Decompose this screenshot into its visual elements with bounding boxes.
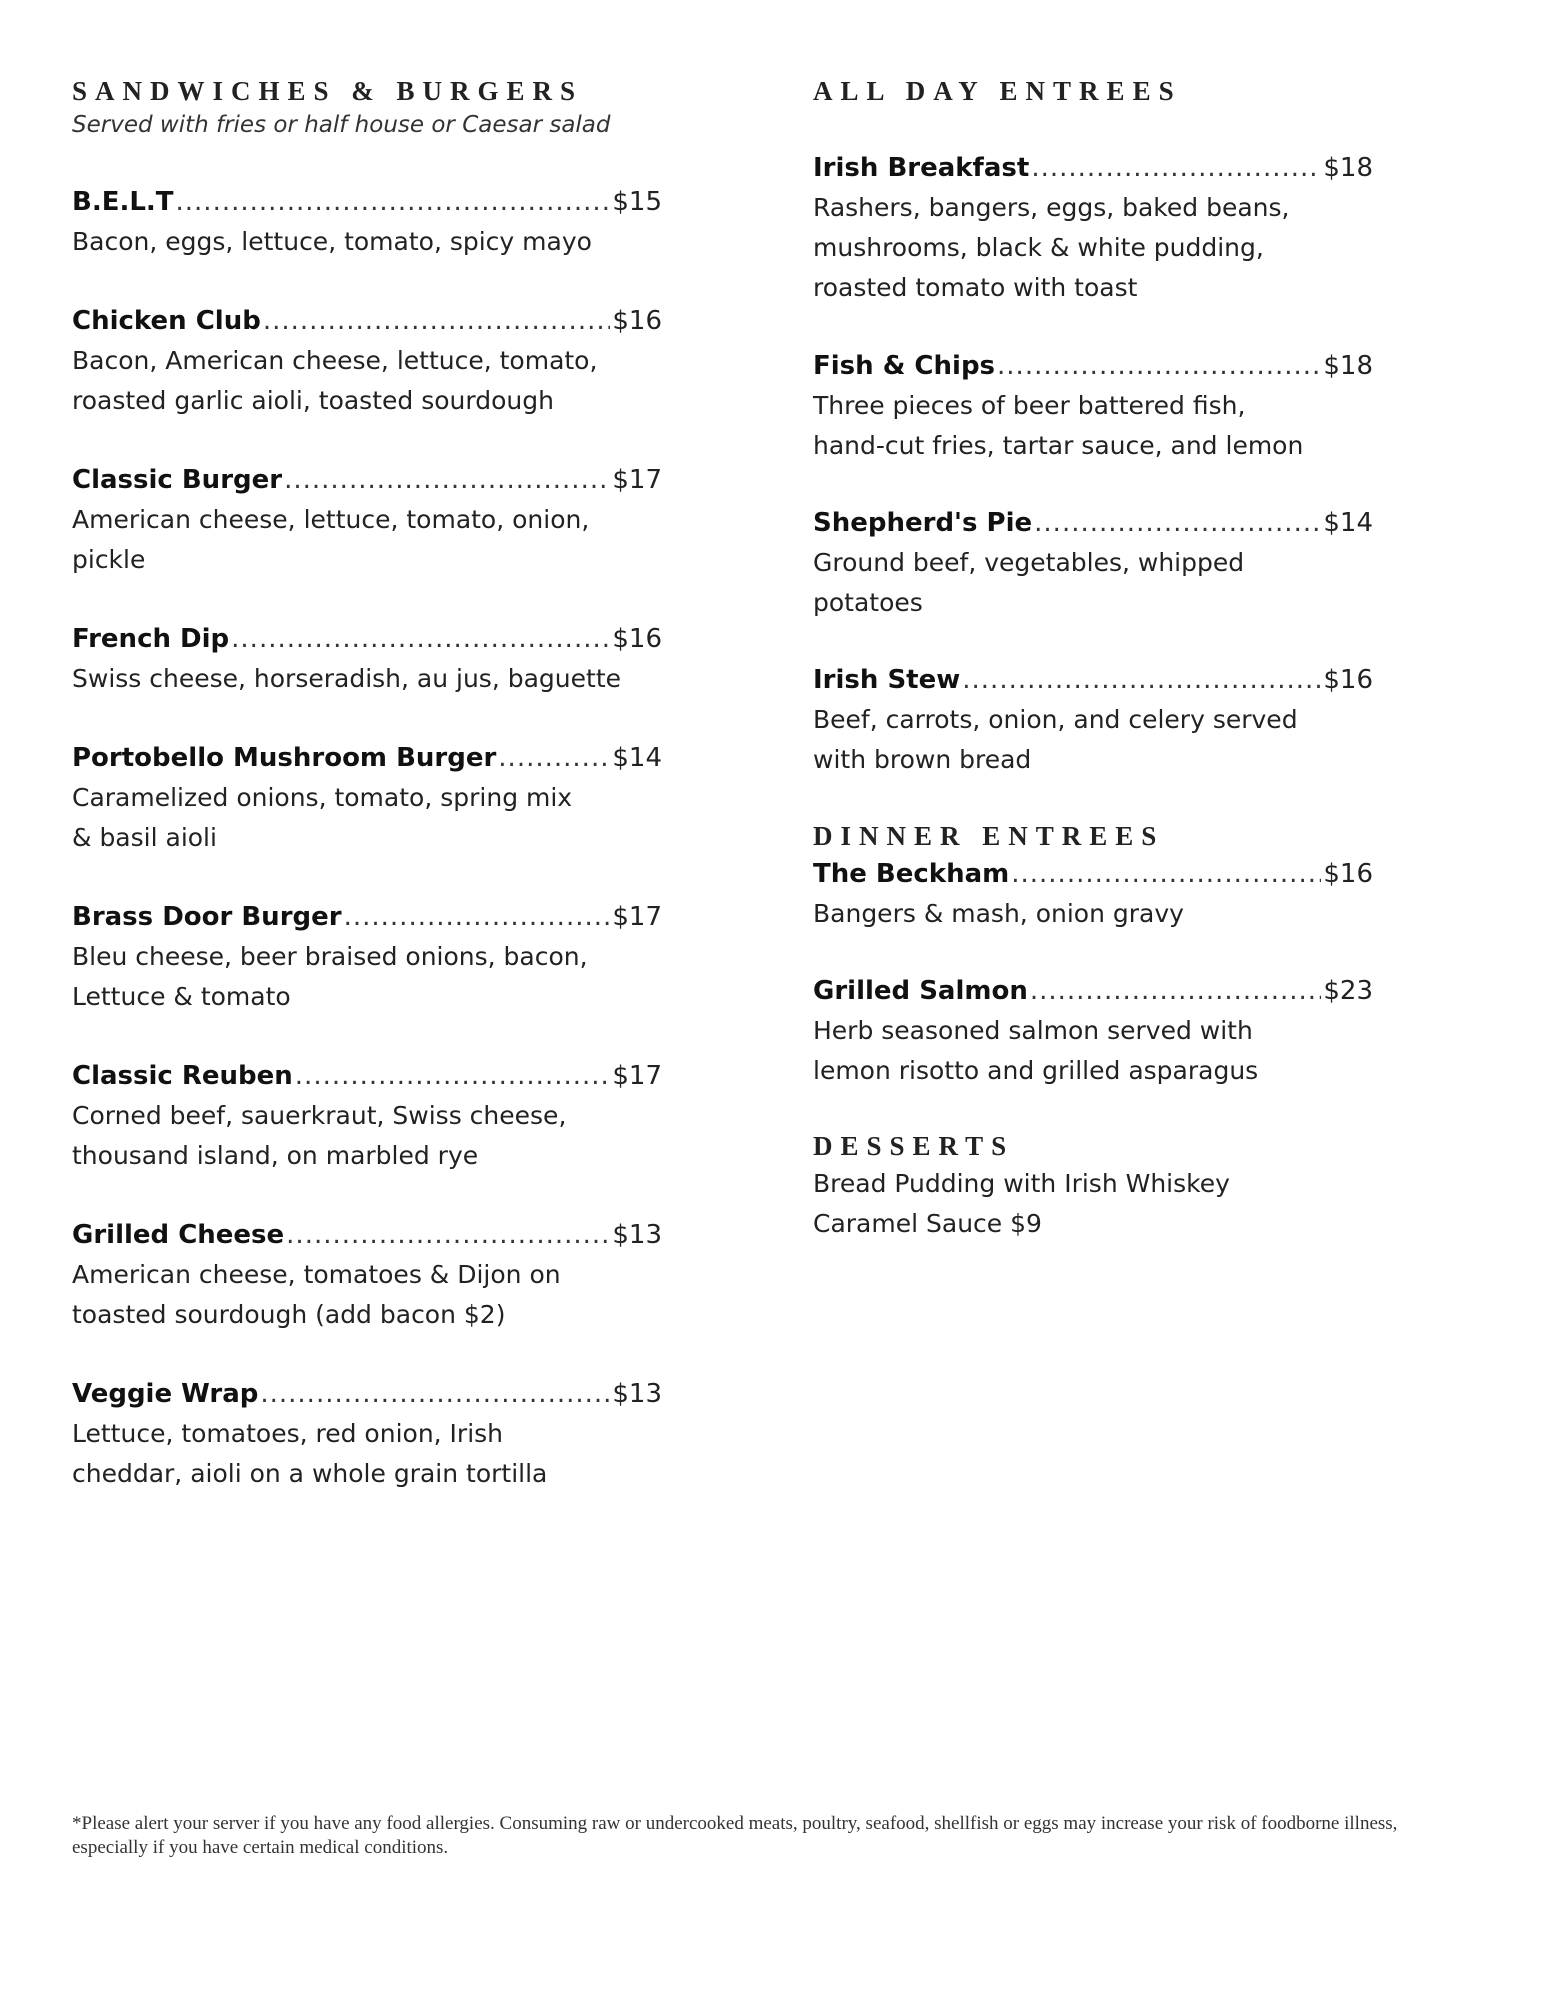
item-description: Bleu cheese, beer braised onions, bacon, Lettuce & tomato (72, 942, 588, 1011)
menu-item-belt (72, 182, 662, 262)
item-name: B.E.L.T (72, 187, 174, 217)
item-description: Caramelized onions, tomato, spring mix & basil aioli (72, 783, 573, 852)
menu-item-grilled-salmon (813, 971, 1373, 1091)
item-price: $17 (612, 902, 662, 932)
dot-leader (962, 660, 1321, 700)
item-price: $16 (1323, 665, 1373, 695)
item-name: Grilled Cheese (72, 1220, 285, 1250)
item-description: Bacon, American cheese, lettuce, tomato, roasted garlic aioli, toasted sourdough (72, 346, 598, 415)
item-name: Veggie Wrap (72, 1379, 259, 1409)
item-name: Fish & Chips (813, 351, 996, 381)
item-description: Beef, carrots, onion, and celery served with brown bread (813, 705, 1298, 774)
dot-leader (344, 897, 611, 937)
dot-leader (997, 346, 1321, 386)
dot-leader (498, 738, 610, 778)
dot-leader (1031, 148, 1321, 188)
item-description: Corned beef, sauerkraut, Swiss cheese, thousand island, on marbled rye (72, 1101, 567, 1170)
item-name: French Dip (72, 624, 230, 654)
item-name: Classic Reuben (72, 1061, 293, 1091)
dot-leader (286, 1215, 610, 1255)
dot-leader (1030, 971, 1322, 1011)
dot-leader (284, 460, 610, 500)
menu-item-brass-door-burger (72, 897, 662, 1017)
item-price: $16 (1323, 859, 1373, 889)
item-price: $18 (1323, 351, 1373, 381)
item-description: Herb seasoned salmon served with lemon risotto and grilled asparagus (813, 1016, 1259, 1085)
item-price: $13 (612, 1220, 662, 1250)
item-description: Lettuce, tomatoes, red onion, Irish cheddar, aioli on a whole grain tortilla (72, 1419, 548, 1488)
dinner-entrees-title: DINNER ENTREES (813, 821, 1165, 851)
menu-item-classic-reuben (72, 1056, 662, 1176)
item-price: $13 (612, 1379, 662, 1409)
menu-item-veggie-wrap (72, 1374, 662, 1494)
sandwiches-burgers-section (72, 74, 662, 1488)
dot-leader (176, 182, 611, 222)
item-price: $16 (612, 306, 662, 336)
item-description: Three pieces of beer battered fish, hand-cut fries, tartar sauce, and lemon (813, 391, 1304, 460)
item-description: American cheese, lettuce, tomato, onion, pickle (72, 505, 590, 574)
all-day-entrees-title: ALL DAY ENTREES (813, 76, 1182, 106)
dot-leader (260, 1374, 610, 1414)
menu-item-chicken-club (72, 301, 662, 421)
sandwiches-burgers-title: SANDWICHES & BURGERS (72, 76, 584, 106)
item-description: Swiss cheese, horseradish, au jus, baguette (72, 664, 621, 693)
item-description: American cheese, tomatoes & Dijon on toasted sourdough (add bacon $2) (72, 1260, 561, 1329)
dot-leader (1034, 503, 1321, 543)
item-price: $18 (1323, 153, 1373, 183)
allergy-disclaimer: *Please alert your server if you have any food allergies. Consuming raw or undercooked meats, poultry, seafood, shellfish or eggs may increase your risk of foodborne illness, especially if you have certain medical conditions. (72, 1813, 1398, 1858)
item-name: Brass Door Burger (72, 902, 342, 932)
item-description: Rashers, bangers, eggs, baked beans, mushrooms, black & white pudding, roasted tomato with toast (813, 193, 1290, 302)
item-price: $14 (612, 743, 662, 773)
sandwiches-burgers-subtitle: Served with fries or half house or Caesar salad (72, 112, 611, 138)
menu-item-the-beckham (813, 854, 1373, 934)
item-name: Irish Stew (813, 665, 961, 695)
item-price: $14 (1323, 508, 1373, 538)
item-price: $16 (612, 624, 662, 654)
desserts-title: DESSERTS (813, 1131, 1015, 1161)
item-price: $15 (612, 187, 662, 217)
item-description: Ground beef, vegetables, whipped potatoes (813, 548, 1245, 617)
item-name: Classic Burger (72, 465, 283, 495)
item-description: Bacon, eggs, lettuce, tomato, spicy mayo (72, 227, 592, 256)
menu-item-shepherds-pie (813, 503, 1373, 623)
dot-leader (263, 301, 611, 341)
item-name: Shepherd's Pie (813, 508, 1033, 538)
item-price: $23 (1323, 976, 1373, 1006)
item-name: Portobello Mushroom Burger (72, 743, 497, 773)
item-name: Irish Breakfast (813, 153, 1030, 183)
item-name: Chicken Club (72, 306, 261, 336)
right-column (813, 74, 1373, 1238)
menu-item-grilled-cheese (72, 1215, 662, 1335)
item-name: The Beckham (813, 859, 1010, 889)
dot-leader (231, 619, 610, 659)
dot-leader (1011, 854, 1321, 894)
menu-item-irish-stew (813, 660, 1373, 780)
menu-item-french-dip (72, 619, 662, 699)
menu-item-classic-burger (72, 460, 662, 580)
menu-item-irish-breakfast (813, 148, 1373, 308)
item-price: $17 (612, 1061, 662, 1091)
menu-item-fish-chips (813, 346, 1373, 466)
menu-item-portobello-burger (72, 738, 662, 858)
dessert-description: Bread Pudding with Irish Whiskey Caramel Sauce $9 (813, 1169, 1230, 1238)
item-name: Grilled Salmon (813, 976, 1028, 1006)
item-price: $17 (612, 465, 662, 495)
item-description: Bangers & mash, onion gravy (813, 899, 1184, 928)
dot-leader (295, 1056, 611, 1096)
